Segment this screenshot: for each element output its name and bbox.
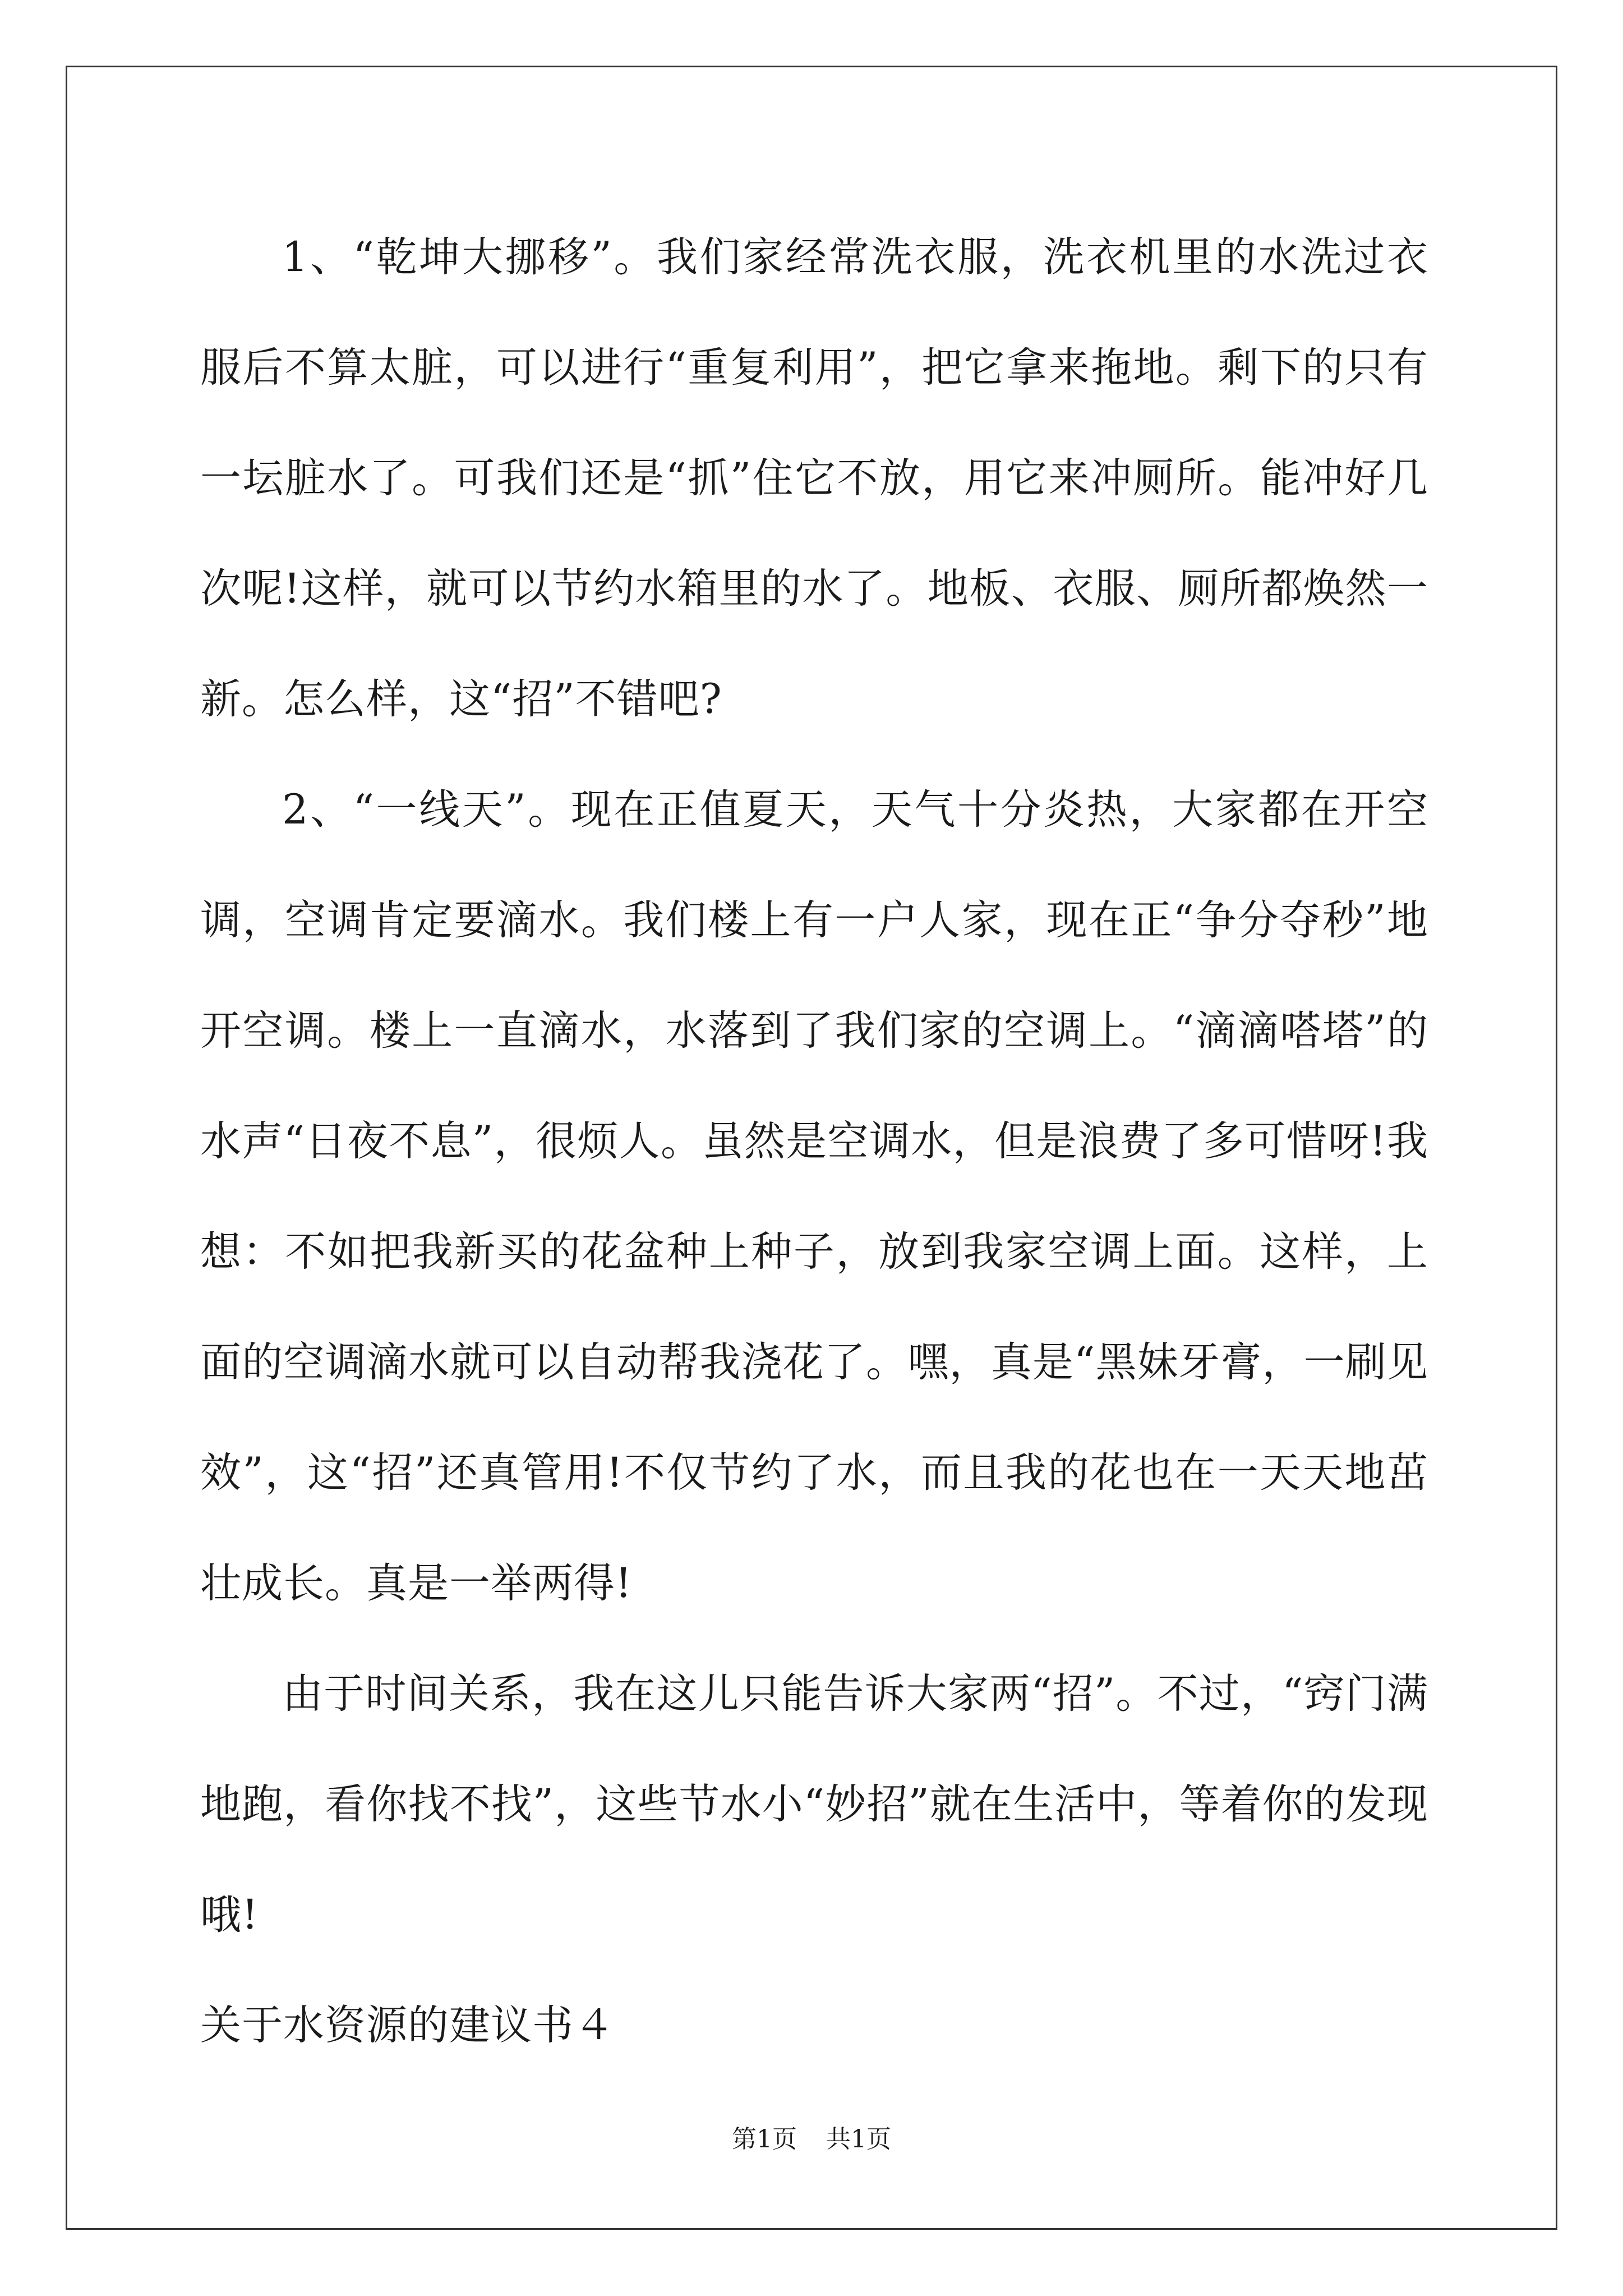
paragraph-conclusion: 由于时间关系，我在这儿只能告诉大家两“招”。不过，“窍门满地跑，看你找不找”，这些节水小“妙招”就在生活中，等着你的发现哦! [200,1670,1428,1939]
paragraph-tip-1: 1、“乾坤大挪移”。我们家经常洗衣服，洗衣机里的水洗过衣服后不算太脏，可以进行“重复利用”，把它拿来拖地。剩下的只有一坛脏水了。可我们还是“抓”住它不放，用它来冲厕所。能冲好几次呢!这样，就可以节约水箱里的水了。地板、衣服、厕所都焕然一新。怎么样，这“招”不错吧? [200,233,1428,723]
page-number-total: 共1页 [826,2125,891,2154]
document-body [200,202,1428,2081]
page-number-current: 第1页 [732,2125,797,2154]
page-footer [0,2123,1623,2156]
section-heading: 关于水资源的建议书４ [200,2001,615,2049]
paragraph-tip-2: 2、“一线天”。现在正值夏天，天气十分炎热，大家都在开空调，空调肯定要滴水。我们楼上有一户人家，现在正“争分夺秒”地开空调。楼上一直滴水，水落到了我们家的空调上。“滴滴嗒塔”的水声“日夜不息”，很烦人。虽然是空调水，但是浪费了多可惜呀!我想：不如把我新买的花盆种上种子，放到我家空调上面。这样，上面的空调滴水就可以自动帮我浇花了。嘿，真是“黑妹牙膏，一刷见效”，这“招”还真管用!不仅节约了水，而且我的花也在一天天地茁壮成长。真是一举两得! [200,786,1428,1607]
